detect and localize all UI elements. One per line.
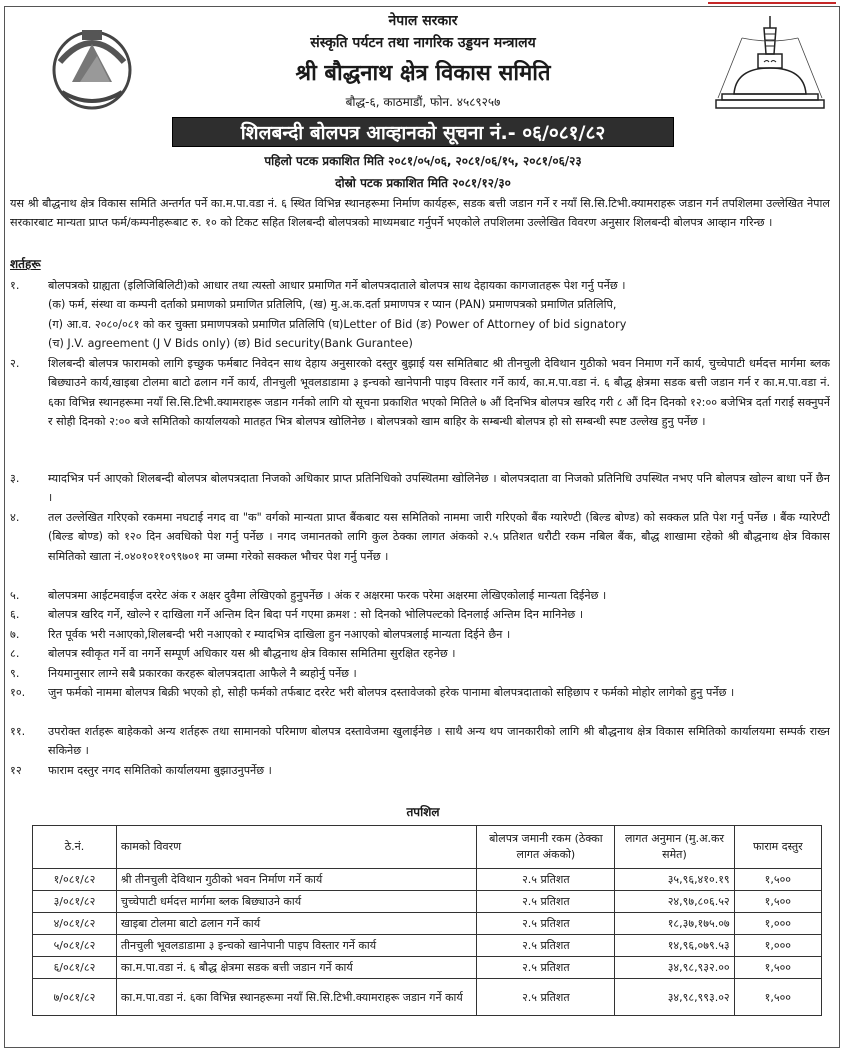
bid-security-cell: २.५ प्रतिशत bbox=[477, 957, 615, 979]
condition-item bbox=[10, 586, 830, 605]
work-description-cell: चुच्चेपाटी धर्मदत्त मार्गमा ब्लक बिछ्याउने कार्य bbox=[116, 891, 477, 913]
table-row bbox=[33, 869, 822, 891]
condition-line: फाराम दस्तुर नगद समितिको कार्यालयमा बुझाउनुपर्नेछ । bbox=[48, 763, 272, 777]
contract-no-cell: ७/०८१/८२ bbox=[33, 979, 117, 1016]
table-row bbox=[33, 891, 822, 913]
condition-item bbox=[10, 664, 830, 683]
condition-line: बोलपत्रमा आईटमवाईज दररेट अंक र अक्षर दुवैमा लेखिएको हुनुपर्नेछ । अंक र अक्षरमा फरक परेमा अक्षरमा लेखिएकोलाई मान्यता दिईनेछ । bbox=[48, 589, 607, 602]
condition-number: ११. bbox=[10, 724, 26, 738]
condition-item bbox=[10, 722, 830, 761]
top-accent-line bbox=[708, 2, 836, 4]
contract-no-cell: ३/०८१/८२ bbox=[33, 891, 117, 913]
form-fee-cell: १,५०० bbox=[734, 891, 821, 913]
header-contract-no: ठे.नं. bbox=[33, 826, 117, 869]
cost-estimate-cell: ३५,९६,४१०.१९ bbox=[615, 869, 734, 891]
form-fee-cell: १,५०० bbox=[734, 979, 821, 1016]
bid-security-cell: २.५ प्रतिशत bbox=[477, 869, 615, 891]
contract-no-cell: ६/०८१/८२ bbox=[33, 957, 117, 979]
contract-no-cell: ४/०८१/८२ bbox=[33, 913, 117, 935]
condition-number: १०. bbox=[10, 685, 26, 699]
condition-line: रित पूर्वक भरी नआएको,शिलबन्दी भरी नआएको र म्यादभित्र दाखिला हुन नआएको बोलपत्रलाई मान्यता दिईने छैन । bbox=[48, 627, 511, 641]
condition-number: ४. bbox=[10, 511, 20, 524]
organization-address: बौद्ध-६, काठमाडौं, फोन. ४५८९२५७ bbox=[345, 95, 501, 109]
condition-text bbox=[48, 469, 830, 508]
condition-item bbox=[10, 605, 830, 624]
bid-security-cell: २.५ प्रतिशत bbox=[477, 979, 615, 1016]
condition-line: (ग) आ.व. २०८०/०८१ को कर चुक्ता प्रमाणपत्रको प्रमाणित प्रतिलिपि (घ)Letter of Bid (ङ) Power of Attorney of bid signatory bbox=[48, 317, 627, 331]
condition-text bbox=[48, 625, 830, 644]
work-description-cell: श्री तीनचुली देविथान गुठीको भवन निर्माण गर्ने कार्य bbox=[116, 869, 477, 891]
form-fee-cell: १,००० bbox=[734, 913, 821, 935]
form-fee-cell: १,५०० bbox=[734, 957, 821, 979]
cost-estimate-cell: २४,९७,८०६.५२ bbox=[615, 891, 734, 913]
work-description-cell: का.म.पा.वडा नं. ६का विभिन्न स्थानहरूमा नयाँ सि.सि.टिभी.क्यामराहरू जडान गर्ने कार्य bbox=[116, 979, 477, 1016]
government-title: नेपाल सरकार bbox=[388, 13, 458, 29]
condition-line: नियमानुसार लाग्ने सबै प्रकारका करहरू बोलपत्रदाता आफैले नै ब्यहोर्नु पर्नेछ । bbox=[48, 666, 357, 680]
condition-line: उपरोक्त शर्तहरू बाहेकको अन्य शर्तहरू तथा सामानको परिमाण बोलपत्र दस्तावेजमा खुलाईनेछ । साथै अन्य थप जानकारीको लागि श्री बौद्धनाथ क्षेत्र विकास समितिको कार्यालयमा सम्पर्क राख्न सकिनेछ । bbox=[48, 724, 830, 758]
condition-text bbox=[48, 722, 830, 761]
table-header-row bbox=[33, 826, 822, 869]
condition-item bbox=[10, 276, 830, 354]
bid-security-cell: २.५ प्रतिशत bbox=[477, 913, 615, 935]
header-form-fee: फाराम दस्तुर bbox=[734, 826, 821, 869]
condition-line: बोलपत्रको ग्राह्यता (इलिजिबिलिटी)को आधार तथा त्यस्तो आधार प्रमाणित गर्ने बोलपत्रदाताले बोलपत्र साथ देहायका कागजातहरू पेश गर्नु पर्नेछ । bbox=[48, 279, 626, 292]
condition-number: १. bbox=[10, 279, 20, 292]
condition-text bbox=[48, 586, 830, 605]
condition-number: २. bbox=[10, 357, 20, 370]
header-work-description: कामको विवरण bbox=[116, 826, 477, 869]
conditions-heading: शर्तहरू bbox=[10, 257, 41, 271]
nepal-emblem-icon bbox=[42, 22, 142, 112]
cost-estimate-cell: १८,३७,१७५.०७ bbox=[615, 913, 734, 935]
condition-item bbox=[10, 354, 830, 469]
header-bid-security: बोलपत्र जमानी रकम (ठेक्का लागत अंकको) bbox=[477, 826, 615, 869]
condition-line: जुन फर्मको नाममा बोलपत्र बिक्री भएको हो, सोही फर्मको तर्फबाट दररेट भरी बोलपत्र दस्तावेजको हरेक पानामा बोलपत्रदाताको सहिछाप र फर्मको मोहोर लागेको हुनु पर्नेछ । bbox=[48, 685, 735, 699]
condition-number: ५. bbox=[10, 589, 20, 602]
condition-number: १२ bbox=[10, 763, 22, 777]
condition-item bbox=[10, 683, 830, 722]
condition-item bbox=[10, 644, 830, 663]
ministry-title: संस्कृति पर्यटन तथा नागरिक उड्डयन मन्त्रालय bbox=[310, 35, 536, 51]
boudha-stupa-icon bbox=[712, 14, 828, 116]
condition-number: ९. bbox=[10, 666, 20, 680]
condition-line: बोलपत्र खरिद गर्ने, खोल्ने र दाखिला गर्ने अन्तिम दिन बिदा पर्न गएमा क्रमश : सो दिनको भोलिपल्टको दिनलाई अन्तिम दिन मानिनेछ । bbox=[48, 608, 584, 622]
condition-line: शिलबन्दी बोलपत्र फारामको लागि इच्छुक फर्मबाट निवेदन साथ देहाय अनुसारको दस्तुर बुझाई यस समितिबाट श्री तीनचुली देविथान गुठीको भवन निमाण गर्ने कार्य, चुच्चेपाटी धर्मदत्त मार्गमा ब्लक बिछ्याउने कार्य,खाइबा टोलमा बाटो ढलान गर्ने कार्य, तीनचुली भूवलडाडामा ३ इन्चको खानेपानी पाइप विस्तार गर्ने कार्य, का.म.पा.वडा नं. ६ बौद्ध क्षेत्रमा सडक बत्ती जडान गर्न र का.म.पा.वडा नं. ६का विभिन्न स्थानहरूमा नयाँ सि.सि.टिभी.क्यामराहरू जडान गर्नको लागि यो सूचना प्रकाशित भएको मितिले ७ औं दिनभित्र बोलपत्र खरिद गरी ८ औं दिन दिनको १२:०० बजेभित्र दर्ता गराई सक्नुपर्ने र सोही दिनको २:०० बजे समितिको कार्यालयको मातहत भित्र बोलपत्र खोलिनेछ । बोलपत्रको खाम बाहिर के सम्बन्धी बोलपत्र हो सो सम्बन्धी स्पष्ट उल्लेख हुनु पर्नेछ । bbox=[48, 357, 830, 429]
form-fee-cell: १,५०० bbox=[734, 869, 821, 891]
condition-number: ७. bbox=[10, 627, 20, 641]
condition-line: बोलपत्र स्वीकृत गर्ने वा नगर्ने सम्पूर्ण अधिकार यस श्री बौद्धनाथ क्षेत्र विकास समितिमा सुरक्षित रहनेछ । bbox=[48, 647, 456, 661]
condition-number: ८. bbox=[10, 647, 20, 661]
condition-text bbox=[48, 644, 830, 663]
condition-item bbox=[10, 625, 830, 644]
condition-item bbox=[10, 469, 830, 508]
bid-security-cell: २.५ प्रतिशत bbox=[477, 935, 615, 957]
condition-line: तल उल्लेखित गरिएको रकममा नघटाई नगद वा "क" वर्गको मान्यता प्राप्त बैंकबाट यस समितिको नाममा जारी गरिएको बैंक ग्यारेण्टी (बिल्ड बोण्ड) को सक्कल प्रति पेश गर्नु पर्नेछ । बैंक ग्यारेण्टी (बिल्ड बोण्ड) को १२० दिन अवधिको पेश गर्नु पर्नेछ । नगद जमानतको लागि कुल ठेक्का लागत अंकको २.५ प्रतिशत धरौटी रकम नबिल बैंक, बौद्ध शाखामा रहेको श्री बौद्धनाथ क्षेत्र विकास समितिको खाता नं.०४०१०११०९९७०१ मा जम्मा गरेको सक्कल भौचर पेश गर्नु पर्नेछ । bbox=[48, 511, 830, 563]
table-row bbox=[33, 979, 822, 1016]
contract-no-cell: ५/०८१/८२ bbox=[33, 935, 117, 957]
cost-estimate-cell: ३४,९८,९९३.०२ bbox=[615, 979, 734, 1016]
work-description-cell: का.म.पा.वडा नं. ६ बौद्ध क्षेत्रमा सडक बत्ती जडान गर्ने कार्य bbox=[116, 957, 477, 979]
second-publication-date: दोस्रो पटक प्रकाशित मिति २०८१/१२/३० bbox=[335, 176, 511, 190]
schedule-table bbox=[32, 825, 822, 1016]
condition-number: ३. bbox=[10, 472, 20, 485]
table-row bbox=[33, 913, 822, 935]
condition-item bbox=[10, 508, 830, 586]
condition-item bbox=[10, 761, 830, 780]
condition-text bbox=[48, 683, 830, 702]
condition-line: (क) फर्म, संस्था वा कम्पनी दर्ताको प्रमाणको प्रमाणित प्रतिलिपि, (ख) मु.अ.क.दर्ता प्रमाणपत्र र प्यान (PAN) प्रमाणपत्रको प्रमाणित प्रतिलिपि, bbox=[48, 298, 617, 312]
contract-no-cell: १/०८१/८२ bbox=[33, 869, 117, 891]
header-cost-estimate: लागत अनुमान (मु.अ.कर समेत) bbox=[615, 826, 734, 869]
notice-title-banner: शिलबन्दी बोलपत्र आव्हानको सूचना नं.- ०६/०८१/८२ bbox=[172, 117, 674, 147]
cost-estimate-cell: १४,९६,०७९.५३ bbox=[615, 935, 734, 957]
condition-text bbox=[48, 354, 830, 432]
cost-estimate-cell: ३४,९८,९३२.०० bbox=[615, 957, 734, 979]
condition-number: ६. bbox=[10, 608, 20, 622]
intro-paragraph: यस श्री बौद्धनाथ क्षेत्र विकास समिति अन्तर्गत पर्ने का.म.पा.वडा नं. ६ स्थित विभिन्न स्थानहरूमा निर्माण कार्यहरू, सडक बत्ती जडान गर्ने र नयाँ सि.सि.टिभी.क्यामराहरू जडान गर्न तपशिलमा उल्लेखित नेपाल सरकारबाट मान्यता प्राप्त फर्म/कम्पनीहरूबाट रु. १० को टिकट सहित शिलबन्दी बोलपत्रको माध्यमबाट गर्नुपर्ने भएकोले तपशिलमा उल्लेखित विवरण अनुसार शिलबन्दी बोलपत्र आव्हान गरिन्छ । bbox=[10, 197, 830, 229]
form-fee-cell: १,००० bbox=[734, 935, 821, 957]
condition-text bbox=[48, 605, 830, 624]
first-publication-date: पहिलो पटक प्रकाशित मिति २०८१/०५/०६, २०८१/०६/१५, २०८१/०६/२३ bbox=[264, 154, 582, 168]
condition-text bbox=[48, 761, 830, 780]
work-description-cell: खाइबा टोलमा बाटो ढलान गर्ने कार्य bbox=[116, 913, 477, 935]
organization-title: श्री बौद्धनाथ क्षेत्र विकास समिति bbox=[295, 61, 551, 86]
condition-line: म्यादभित्र पर्न आएको शिलबन्दी बोलपत्र बोलपत्रदाता निजको अधिकार प्राप्त प्रतिनिधिको उपस्थितमा खोलिनेछ । बोलपत्रदाता वा निजको प्रतिनिधि उपस्थित नभए पनि बोलपत्र खोल्न बाधा पर्ने छैन । bbox=[48, 472, 830, 505]
condition-text bbox=[48, 276, 830, 354]
condition-text bbox=[48, 664, 830, 683]
table-row bbox=[33, 957, 822, 979]
condition-text bbox=[48, 508, 830, 566]
condition-line: (च) J.V. agreement (J V Bids only) (छ) Bid security(Bank Gurantee) bbox=[48, 337, 413, 351]
conditions-list bbox=[10, 276, 830, 780]
schedule-title: तपशिल bbox=[406, 805, 440, 819]
bid-security-cell: २.५ प्रतिशत bbox=[477, 891, 615, 913]
table-row bbox=[33, 935, 822, 957]
work-description-cell: तीनचुली भूवलडाडामा ३ इन्चको खानेपानी पाइप विस्तार गर्ने कार्य bbox=[116, 935, 477, 957]
